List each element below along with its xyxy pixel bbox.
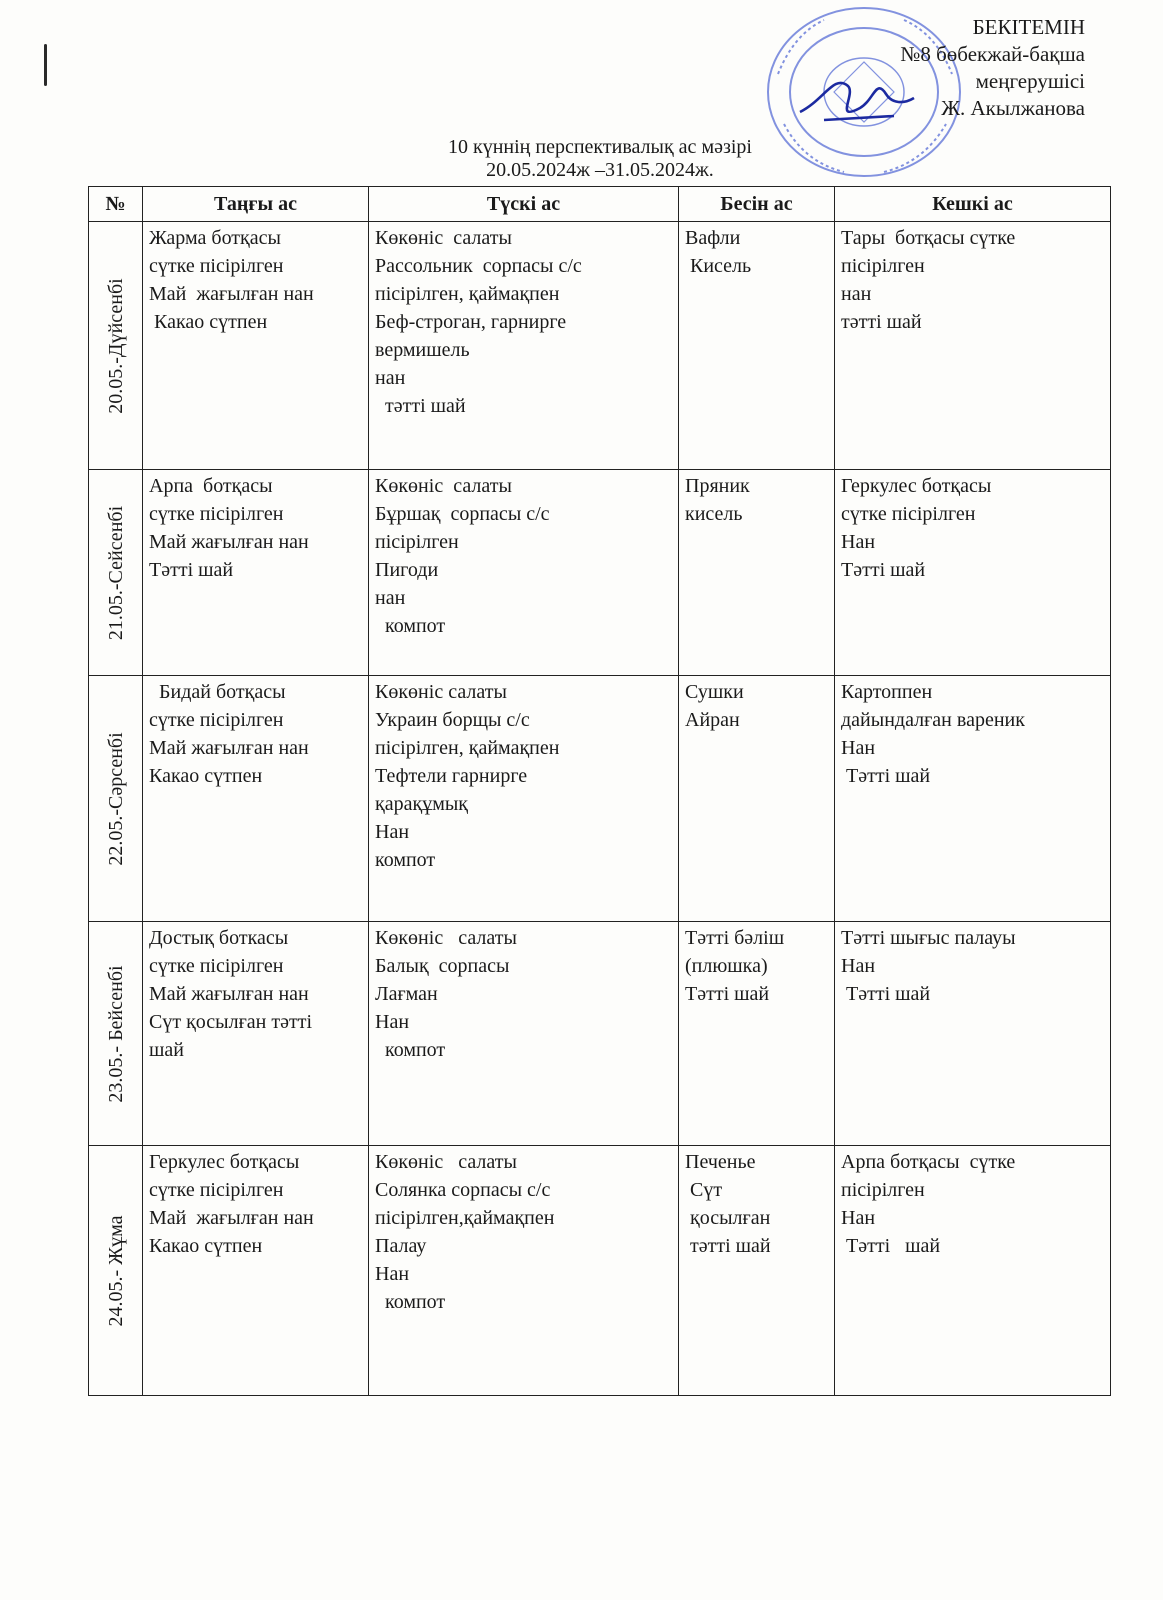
menu-item: Арпа ботқасы [149, 475, 273, 497]
dinner-cell [835, 676, 1111, 922]
day-label: 21.05.-Сейсенбі [104, 505, 127, 640]
menu-item: Нан [375, 1011, 410, 1033]
snack-cell [679, 222, 835, 470]
menu-item: Тәтті шай [149, 559, 234, 581]
menu-item: Көкөніс салаты [375, 1151, 517, 1173]
menu-item: тәтті шай [841, 311, 922, 333]
header-number: № [89, 187, 143, 222]
menu-item: Рассольник сорпасы с/с [375, 255, 582, 277]
approval-heading: БЕКІТЕМІН [972, 15, 1085, 39]
menu-item: Солянка сорпасы с/с [375, 1179, 551, 1201]
menu-item: нан [375, 367, 406, 389]
table-row [89, 222, 1111, 470]
menu-item: Сүт қосылған тәтті [149, 1011, 313, 1033]
lunch-cell [369, 470, 679, 676]
menu-item: пісірілген [841, 255, 925, 277]
menu-item: Балық сорпасы [375, 955, 510, 977]
table-row [89, 470, 1111, 676]
lunch-cell [369, 676, 679, 922]
menu-item: Пряник [685, 475, 750, 497]
menu-item: пісірілген [841, 1179, 925, 1201]
day-cell [89, 676, 143, 922]
day-cell [89, 1146, 143, 1396]
menu-item: Тәтті шай [841, 1235, 941, 1257]
menu-item: (плюшка) [685, 955, 768, 977]
approval-block [900, 14, 1085, 122]
menu-item: Бидай ботқасы [149, 681, 286, 703]
menu-item: Тәтті шай [841, 983, 931, 1005]
menu-item: Какао сүтпен [149, 1235, 263, 1257]
menu-item: пісірілген, қаймақпен [375, 737, 560, 759]
document-title [390, 136, 810, 182]
menu-item: Нан [841, 1207, 876, 1229]
menu-item: Нан [841, 531, 876, 553]
menu-item: компот [375, 615, 446, 637]
menu-item: Нан [841, 737, 876, 759]
menu-item: Айран [685, 709, 740, 731]
table-row [89, 1146, 1111, 1396]
date-range: 20.05.2024ж –31.05.2024ж. [486, 159, 714, 181]
menu-item: дайындалған вареник [841, 709, 1025, 731]
approval-name: Ж. Акылжанова [941, 96, 1085, 120]
menu-item: компот [375, 1291, 446, 1313]
day-label: 24.05.- Жұма [104, 1215, 127, 1326]
menu-item: Нан [375, 821, 410, 843]
menu-item: Беф-строган, гарнирге [375, 311, 567, 333]
menu-item: Май жағылған нан [149, 737, 309, 759]
dinner-cell [835, 1146, 1111, 1396]
breakfast-cell [143, 222, 369, 470]
snack-cell [679, 1146, 835, 1396]
menu-item: Тәтті шай [685, 983, 770, 1005]
table-header-row [89, 187, 1111, 222]
menu-item: Көкөніс салаты [375, 681, 507, 703]
table-row [89, 676, 1111, 922]
menu-item: Көкөніс салаты [375, 927, 517, 949]
menu-item: пісірілген, қаймақпен [375, 283, 560, 305]
dinner-cell [835, 222, 1111, 470]
menu-item: Какао сүтпен [149, 311, 268, 333]
header-snack: Бесін ас [679, 187, 835, 222]
menu-item: тәтті шай [375, 395, 466, 417]
header-breakfast: Таңғы ас [143, 187, 369, 222]
menu-item: Тәтті шығыс палауы [841, 927, 1016, 949]
title-line: 10 күннің перспективалық ас мәзірі [448, 136, 752, 158]
menu-item: шай [149, 1039, 184, 1061]
menu-item: Украин борщы с/с [375, 709, 530, 731]
menu-item: Геркулес ботқасы [841, 475, 992, 497]
lunch-cell [369, 922, 679, 1146]
menu-item: Пигоди [375, 559, 439, 581]
approval-position: меңгерушісі [975, 69, 1085, 93]
breakfast-cell [143, 922, 369, 1146]
snack-cell [679, 922, 835, 1146]
snack-cell [679, 470, 835, 676]
menu-item: Геркулес ботқасы [149, 1151, 300, 1173]
dinner-cell [835, 922, 1111, 1146]
snack-cell [679, 676, 835, 922]
menu-item: Достық боткасы [149, 927, 289, 949]
menu-item: Палау [375, 1235, 427, 1257]
menu-item: нан [375, 587, 406, 609]
lunch-cell [369, 1146, 679, 1396]
menu-item: пісірілген,қаймақпен [375, 1207, 555, 1229]
menu-item: Тәтті шай [841, 559, 926, 581]
menu-item: сүтке пісірілген [149, 709, 284, 731]
menu-item: компот [375, 849, 436, 871]
menu-item: Печенье [685, 1151, 756, 1173]
day-label: 22.05.-Сәрсенбі [104, 731, 127, 866]
menu-item: Картоппен [841, 681, 933, 703]
menu-item: Тары ботқасы сүтке [841, 227, 1016, 249]
menu-item: пісірілген [375, 531, 459, 553]
menu-item: Тәтті бәліш [685, 927, 785, 949]
menu-item: қарақұмық [375, 793, 468, 815]
menu-item: Жарма ботқасы [149, 227, 281, 249]
menu-item: вермишель [375, 339, 470, 361]
menu-item: сүтке пісірілген [149, 955, 284, 977]
menu-item: Арпа ботқасы сүтке [841, 1151, 1016, 1173]
table-row [89, 922, 1111, 1146]
menu-item: Көкөніс салаты [375, 475, 512, 497]
breakfast-cell [143, 470, 369, 676]
day-label: 20.05.-Дүйсенбі [104, 277, 127, 414]
menu-item: сүтке пісірілген [841, 503, 976, 525]
menu-item: Вафли [685, 227, 741, 249]
menu-table [88, 186, 1111, 1396]
menu-item: Май жағылған нан [149, 1207, 314, 1229]
dinner-cell [835, 470, 1111, 676]
day-cell [89, 222, 143, 470]
menu-item: нан [841, 283, 872, 305]
menu-item: Май жағылған нан [149, 531, 309, 553]
menu-item: Нан [841, 955, 876, 977]
menu-item: Тефтели гарнирге [375, 765, 528, 787]
menu-item: сүтке пісірілген [149, 255, 284, 277]
menu-item: Сүт [685, 1179, 723, 1201]
menu-item: Көкөніс салаты [375, 227, 512, 249]
menu-item: Нан [375, 1263, 410, 1285]
menu-item: сүтке пісірілген [149, 503, 284, 525]
header-dinner: Кешкі ас [835, 187, 1111, 222]
menu-item: Май жағылған нан [149, 983, 309, 1005]
approval-institution: №8 бөбекжай-бақша [900, 42, 1085, 66]
menu-item: Бұршақ сорпасы с/с [375, 503, 550, 525]
menu-item: Какао сүтпен [149, 765, 263, 787]
menu-item: Кисель [685, 255, 752, 277]
menu-item: Тәтті шай [841, 765, 931, 787]
menu-item: компот [375, 1039, 446, 1061]
margin-mark [44, 44, 47, 86]
menu-item: сүтке пісірілген [149, 1179, 284, 1201]
day-cell [89, 470, 143, 676]
day-cell [89, 922, 143, 1146]
breakfast-cell [143, 676, 369, 922]
lunch-cell [369, 222, 679, 470]
menu-item: қосылған [685, 1207, 771, 1229]
menu-item: тәтті шай [685, 1235, 771, 1257]
menu-item: Лағман [375, 983, 438, 1005]
menu-item: Май жағылған нан [149, 283, 314, 305]
menu-item: кисель [685, 503, 743, 525]
day-label: 23.05.- Бейсенбі [104, 964, 127, 1103]
menu-item: Сушки [685, 681, 744, 703]
header-lunch: Түскі ас [369, 187, 679, 222]
breakfast-cell [143, 1146, 369, 1396]
